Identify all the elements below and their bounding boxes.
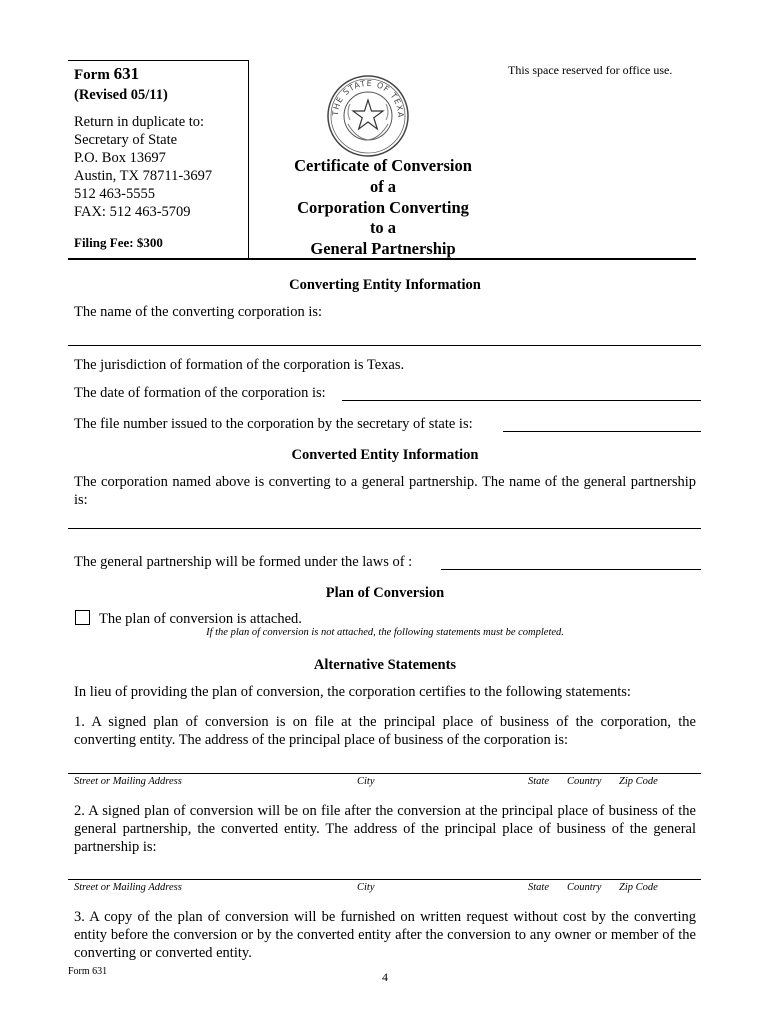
file-number-field[interactable]: [503, 431, 701, 432]
footer-form-label: Form 631: [68, 966, 108, 977]
address-field-1[interactable]: [68, 773, 701, 774]
address-field-2[interactable]: [68, 879, 701, 880]
city-label: City: [357, 776, 375, 787]
partnership-name-prompt: The corporation named above is converting to a general partnership. The name of the general partnership is:: [74, 474, 696, 508]
office-use-note: This space reserved for office use.: [508, 63, 673, 77]
return-line: Return in duplicate to:: [74, 114, 205, 130]
plan-note: If the plan of conversion is not attached, the following statements must be completed.: [206, 627, 564, 638]
return-line: FAX: 512 463-5709: [74, 204, 191, 220]
converting-heading: Converting Entity Information: [289, 277, 481, 293]
return-line: Secretary of State: [74, 132, 178, 148]
title-line: General Partnership: [310, 239, 456, 259]
title-line: to a: [369, 218, 397, 238]
return-address: [74, 113, 212, 221]
state-label: State: [528, 776, 549, 787]
title-line: of a: [369, 176, 397, 196]
header-top-rule: [68, 60, 248, 61]
seal-graphic: [326, 74, 410, 158]
address-labels-2: [0, 882, 770, 896]
address-labels-1: [0, 776, 770, 790]
zip-label: Zip Code: [619, 776, 658, 787]
city-label: City: [357, 882, 375, 893]
title-line: Corporation Converting: [297, 197, 469, 217]
form-number: 631: [113, 64, 140, 83]
partnership-name-field[interactable]: [68, 528, 701, 529]
plan-attached-label: The plan of conversion is attached.: [99, 611, 302, 627]
converting-name-prompt: The name of the converting corporation is:: [74, 304, 323, 320]
country-label: Country: [567, 776, 602, 787]
street-label: Street or Mailing Address: [74, 776, 182, 787]
file-number-prompt: The file number issued to the corporation by the secretary of state is:: [74, 416, 473, 432]
governing-law-field[interactable]: [441, 569, 701, 570]
svg-text:THE STATE OF TEXAS: [326, 74, 405, 119]
statement-2: 2. A signed plan of conversion will be on file after the conversion at the principal place of business of the general partnership, the converted entity. The address of the principal place of business of the general partnership is:: [74, 803, 696, 855]
return-line: 512 463-5555: [74, 186, 155, 202]
formation-date-field[interactable]: [342, 400, 701, 401]
state-label: State: [528, 882, 549, 893]
form-title: [255, 156, 511, 260]
alternative-heading: Alternative Statements: [313, 657, 457, 673]
header-divider: [248, 60, 249, 258]
statement-1: 1. A signed plan of conversion is on file at the principal place of business of the corporation, the converting entity. The address of the principal place of business of the corporation is:: [74, 714, 696, 748]
revised-date: (Revised 05/11): [74, 87, 168, 103]
governing-law-prompt: The general partnership will be formed under the laws of :: [74, 554, 413, 570]
converted-heading: Converted Entity Information: [291, 447, 479, 463]
page-number: 4: [382, 970, 388, 984]
formation-date-prompt: The date of formation of the corporation is:: [74, 385, 326, 401]
texas-seal: [326, 74, 410, 158]
country-label: Country: [567, 882, 602, 893]
seal-text: THE STATE OF TEXA: [330, 78, 406, 119]
plan-heading: Plan of Conversion: [325, 585, 445, 601]
zip-label: Zip Code: [619, 882, 658, 893]
return-line: Austin, TX 78711-3697: [74, 168, 213, 184]
street-label: Street or Mailing Address: [74, 882, 182, 893]
title-line: Certificate of Conversion: [294, 156, 472, 175]
form-label: Form: [74, 67, 110, 83]
alternative-intro: In lieu of providing the plan of conversion, the corporation certifies to the following statements:: [74, 684, 631, 700]
form-number-block: [74, 64, 139, 85]
statement-3: 3. A copy of the plan of conversion will be furnished on written request without cost by the converting entity before the conversion or by the converted entity after the conversion to any owner or member of the converting or converted entity.: [74, 909, 696, 961]
converting-name-field[interactable]: [68, 345, 701, 346]
return-line: P.O. Box 13697: [74, 150, 166, 166]
jurisdiction-statement: The jurisdiction of formation of the corporation is Texas.: [74, 357, 405, 373]
plan-attached-checkbox[interactable]: [75, 610, 90, 625]
filing-fee: Filing Fee: $300: [74, 235, 163, 250]
